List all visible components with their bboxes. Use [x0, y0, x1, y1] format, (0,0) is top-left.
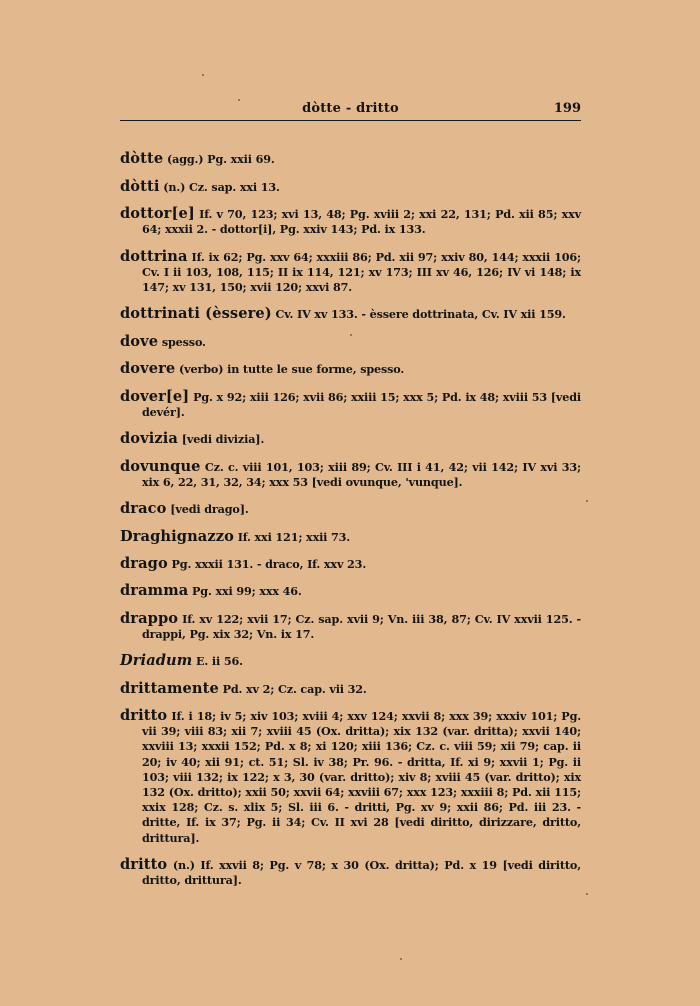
dictionary-entry: [120, 389, 581, 420]
entry-references: [vedi divizia].: [177, 432, 265, 447]
dictionary-entry: [120, 583, 581, 599]
headword: dritto: [120, 707, 168, 725]
scan-speck: [400, 958, 402, 960]
entry-references: (n.) Cz. sap. xxi 13.: [159, 179, 280, 194]
headword: dover[e]: [120, 387, 190, 405]
entry-references: Pg. x 92; xiii 126; xvii 86; xxiii 15; xxx 5; Pd. ix 48; xviii 53 [vedi devér].: [142, 389, 581, 419]
entry-references: If. ix 62; Pg. xxv 64; xxxiii 86; Pd. xii 97; xxiv 80, 144; xxxii 106; Cv. I ii 103, 108, 115; II ix 114, 121; xv 173; III xv 46, 126; IV vi 148; ix 147; xv 131, 150; xvii 120; xxvi 87.: [142, 249, 581, 294]
dictionary-entry: [120, 653, 581, 669]
dictionary-entry: [120, 529, 581, 545]
entry-references: If. i 18; iv 5; xiv 103; xviii 4; xxv 124; xxvii 8; xxx 39; xxxiv 101; Pg. vii 39; viii 83; xii 7; xviii 45 (Ox. dritta); xix 132 (var. dritta); xxvii 140; xxviii 13; xxxii 152; Pd. x 8; xi 120; xiii 136; Cz. c. viii 59; xii 79; cap. ii 20; iv 40; xii 91; ct. 51; Sl. iv 38; Pr. 96. - dritta, If. xi 9; xxvii 1; Pg. ii 103; viii 132; ix 122; x 3, 30 (var. dritto); xiv 8; xviii 45 (var. dritto); xix 132 (Ox. dritto); xxii 50; xxvii 64; xxviii 67; xxx 123; xxxiii 8; Pd. xii 115; xxix 128; Cz. s. xlix 5; Sl. iii 6. - dritti, Pg. xv 9; xxii 86; Pd. iii 23. - dritte, If. ix 37; Pg. ii 34; Cv. II xvi 28 [vedi diritto, dirizzare, dritto, drittura].: [142, 709, 581, 845]
entry-references: E. ii 56.: [192, 654, 243, 669]
headword: Driadum: [120, 652, 193, 670]
dictionary-entry: [120, 459, 581, 490]
dictionary-entry: [120, 708, 581, 846]
dictionary-entries: [120, 140, 581, 894]
entry-references: (agg.) Pg. xxii 69.: [163, 152, 275, 167]
page-number: 199: [553, 101, 581, 116]
headword: dovunque: [120, 457, 201, 475]
entry-references: [vedi drago].: [166, 502, 249, 517]
page-header: [120, 100, 581, 121]
headword: dòtte: [120, 150, 164, 168]
entry-references: Pg. xxxii 131. - draco, If. xxv 23.: [167, 556, 367, 571]
running-head: dòtte - dritto: [302, 101, 399, 116]
dictionary-entry: [120, 151, 581, 167]
dictionary-entry: [120, 857, 581, 888]
entry-references: Cz. c. viii 101, 103; xiii 89; Cv. III i 41, 42; vii 142; IV xvi 33; xix 6, 22, 31, 32, 34; xxx 53 [vedi ovunque, 'vunque].: [142, 459, 581, 489]
entry-references: If. v 70, 123; xvi 13, 48; Pg. xviii 2; xxi 22, 131; Pd. xii 85; xxv 64; xxxii 2. - dottor[i], Pg. xxiv 143; Pd. ix 133.: [142, 206, 581, 237]
dictionary-entry: [120, 306, 581, 322]
headword: draco: [120, 500, 167, 518]
headword: dottrinati (èssere): [120, 305, 272, 323]
headword: dovizia: [120, 430, 178, 448]
entry-references: Cv. IV xv 133. - èssere dottrinata, Cv. IV xii 159.: [271, 307, 566, 322]
dictionary-entry: [120, 334, 581, 350]
dictionary-entry: [120, 681, 581, 697]
dictionary-entry: [120, 431, 581, 447]
headword: dove: [120, 332, 159, 350]
dictionary-entry: [120, 556, 581, 572]
scan-speck: [586, 500, 588, 502]
headword: drappo: [120, 609, 179, 627]
entry-references: spesso.: [158, 334, 206, 349]
scan-speck: [238, 99, 240, 101]
entry-references: If. xxi 121; xxii 73.: [233, 529, 351, 544]
headword: drago: [120, 554, 168, 572]
entry-references: (verbo) in tutte le sue forme, spesso.: [175, 362, 405, 377]
headword: dramma: [120, 582, 189, 600]
headword: dottrina: [120, 247, 188, 265]
dictionary-entry: [120, 501, 581, 517]
headword: drittamente: [120, 679, 219, 697]
headword: dovere: [120, 360, 176, 378]
entry-references: (n.) If. xxvii 8; Pg. v 78; x 30 (Ox. dritta); Pd. x 19 [vedi diritto, dritto, drittura].: [142, 858, 581, 888]
headword: Draghignazzo: [120, 527, 234, 545]
entry-references: Pg. xxi 99; xxx 46.: [188, 584, 302, 599]
dictionary-entry: [120, 249, 581, 296]
dictionary-entry: [120, 611, 581, 642]
scan-speck: [202, 74, 204, 76]
entry-references: Pd. xv 2; Cz. cap. vii 32.: [218, 681, 367, 696]
headword: dritto: [120, 856, 168, 874]
scan-speck: [586, 893, 588, 895]
dictionary-entry: [120, 179, 581, 195]
scan-speck: [350, 334, 352, 336]
dictionary-entry: [120, 206, 581, 237]
headword: dottor[e]: [120, 204, 195, 222]
entry-references: If. xv 122; xvii 17; Cz. sap. xvii 9; Vn. iii 38, 87; Cv. IV xxvii 125. - drappi, Pg. xix 32; Vn. ix 17.: [142, 611, 581, 641]
headword: dòtti: [120, 177, 160, 195]
dictionary-entry: [120, 361, 581, 377]
